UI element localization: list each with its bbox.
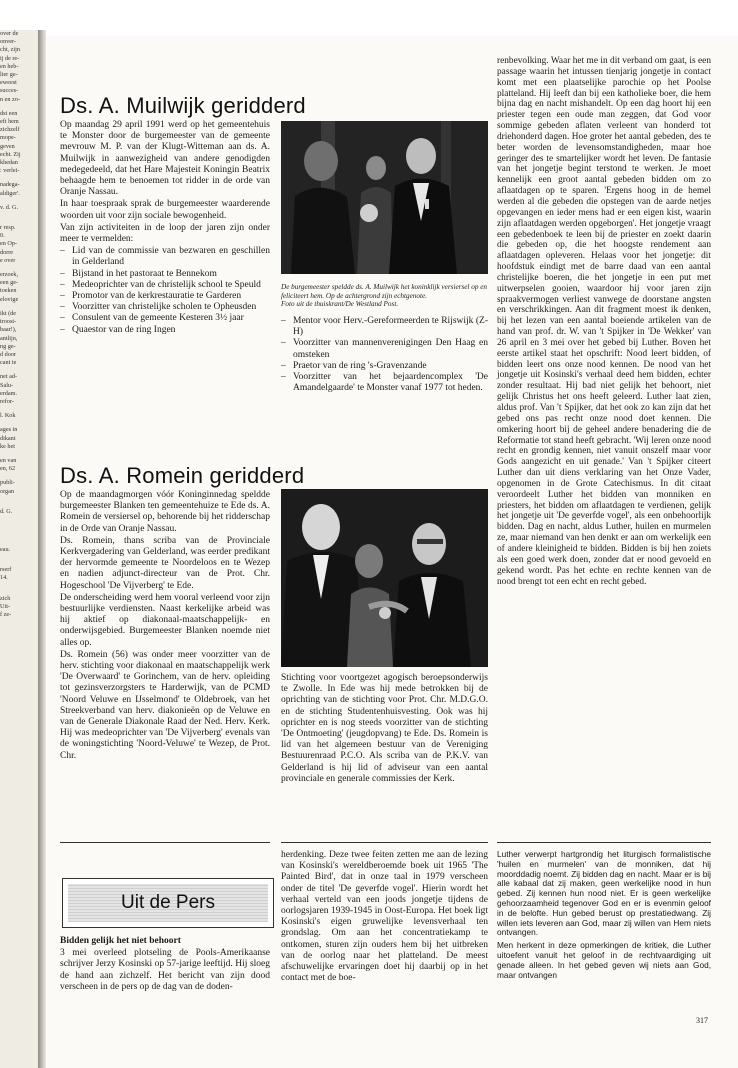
previous-page-fragment: nadega- [0,181,20,189]
previous-page-fragment: toeken [0,287,17,295]
previous-page-fragment: v. d. G. [0,203,18,211]
previous-page-fragment: aldiger'. [0,189,20,197]
article-2-paragraph-5: Stichting voor voortgezet agogisch beroepsonderwijs te Zwolle. In Ede was hij mede betrokken bij de oprichting van de stichting voor Prot. Chr. M.D.G.O. en de stichting Studentenhuisvesting. Ook was hij oprichter en is nog steeds voorzitter van de stichting 'De Ontmoeting' (jeugdopvang) te Ede. Ds. Romein is lid van het algemeen bestuur van de Vereniging Bestuurenraad P.C.O. Als scriba van de P.K.V. van Gelderland is hij lid of adviseur van een aantal provinciale en generale commissies der Kerk. [281,673,488,784]
previous-page-fragment: dorre [0,248,14,256]
list-item: – Praetor van de ring 's-Gravenzande [281,361,488,372]
previous-page-fragment: erzoek, [0,271,19,279]
previous-page-fragment: elovige [0,295,19,303]
previous-page-fragment: ikt (de [0,309,16,317]
previous-page-fragment: eft hem [0,118,19,126]
article-2-column-right [281,673,488,786]
ceremony-photo-graphic [281,489,488,667]
list-item: – Voorzitter van mannenverenigingen Den Haag en omsteken [281,338,488,360]
article-2-photo [281,489,488,667]
previous-page-fragment: organ [0,487,14,495]
divider [281,842,488,843]
article-2-headline: Ds. A. Romein geridderd [60,463,305,488]
list-item: – Lid van de commissie van bezwaren en geschillen in Gelderland [60,246,270,268]
pers-paragraph-2: herdenking. Deze twee feiten zetten me aan de lezing van Kosinski's wereldberoemde boek uit 1965 'The Painted Bird', dat in onze taal in 1979 verscheen onder de titel 'De geverfde vogel'. Hierin wordt het verhaal verteld van een joods jongetje tijdens de oorlogsjaren 1939-1945 in Oost-Europa. Het boek ligt Kosinski's eigen gruwelijke levensverhaal ten grondslag. Om aan het concentratiekamp te ontkomen, sturen zijn ouders hem bij het uitbreken van de oorlog naar het platteland. De meest afschuwelijke ervaringen doet hij daarbij op in het contact met de boe- [281,850,488,984]
article-2-paragraph-1: Op de maandagmorgen vóór Koninginnedag speldde burgemeester Blanken ten gemeentehuize te Ede ds. A. Romein de versiersel op, behorende bij het ridderschap in de Orde van Oranje Nassau. [60,490,270,534]
previous-page-fragment: f ze- [0,610,12,618]
previous-page-fragment: ng ge- [0,342,16,350]
previous-page-fragment: ij de re- [0,54,20,62]
previous-page-fragment: rserf [0,566,12,574]
previous-page-fragment: zich [0,594,11,602]
page-gutter [38,30,46,1068]
previous-page-fragment: n en zo- [0,95,20,103]
previous-page-fragment: en, 62 [0,465,16,473]
pers-column-left [60,936,270,994]
previous-page-fragment: lier ge- [0,71,18,79]
previous-page-fragment: 14. [0,574,8,582]
previous-page-fragment: troost- [0,318,17,326]
previous-page-fragment: d. G. [0,507,13,515]
article-2-column-left [60,490,270,763]
previous-page-fragment: : verlei- [0,167,20,175]
previous-page-fragment: antlijn, [0,334,18,342]
divider [60,842,270,843]
list-item: – Promotor van de kerkrestauratie te Garderen [60,291,270,302]
previous-page-fragment: echt. Zij [0,150,21,158]
list-item: – Medeoprichter van de christelijk school te Speuld [60,280,270,291]
article-1-caption-text: De burgemeester speldde ds. A. Muilwijk het koninklijk versiersel op en feliciteert hem. Op de achtergrond zijn echtgenote. [281,283,487,300]
previous-page-fragment: net ad- [0,373,18,381]
previous-page-fragment: refor- [0,397,14,405]
ceremony-photo-graphic [281,121,488,274]
previous-page-fragment: r resp. [0,224,16,232]
uit-de-pers-box [62,878,274,928]
article-1-paragraph-2: In haar toespraak sprak de burgemeester waarderende woorden uit voor zijn sociale bewogenheid. [60,199,270,221]
uit-de-pers-box-inner [68,884,268,922]
previous-page-fragment: ke het [0,442,15,450]
previous-page-fragment: khedan [0,159,18,167]
article-1-caption [281,283,488,309]
previous-page-fragment: d door [0,350,16,358]
previous-page-fragment: l. Kok [0,412,16,420]
previous-page-fragment: cant te [0,359,17,367]
previous-page-fragment: en heb- [0,62,19,70]
divider [497,842,711,843]
article-1-list-right [281,316,488,394]
article-1-paragraph-1: Op maandag 29 april 1991 werd op het gemeentehuis te Monster door de burgemeester van de gemeente mevrouw M. P. van der Klugt-Witteman aan ds. A. Muilwijk in aanwezigheid van andere genodigden medegedeeld, dat het Hare Majesteit Koningin Beatrix behaagde hem te benoemen tot ridder in de orde van Oranje Nassau. [60,120,270,198]
previous-page-fragment: ages in [0,426,18,434]
previous-page-fragment: erdam. [0,389,18,397]
previous-page-fragment: geven [0,142,15,150]
previous-page-fragment: een ge- [0,279,19,287]
article-1-photo-credit: Foto uit de thuiskrant/De Westland Post. [281,300,399,309]
article-1-column-right [281,316,488,394]
previous-page-fragment: en Op- [0,240,18,248]
previous-page-fragment: zichzelf [0,126,20,134]
previous-page-fragment: e over [0,256,16,264]
previous-page-fragment: dst een [0,109,18,117]
page-number: 317 [696,1016,708,1025]
previous-page-fragment: eweest [0,79,17,87]
pers-subhead: Bidden gelijk het niet behoort [60,936,181,946]
list-item: – Quaestor van de ring Ingen [60,325,270,336]
pers-note-paragraph-1: Luther verwerpt hartgrondig het liturgisch formalistische 'huilen en murmelen' van de monniken, dat hij moorddadig noemt. Zij bidden dag en nacht. Maar er is bij alle kabaal dat zij maken, geen werkelijke nood in hun gebed. Zij kennen hun nood niet. Er is geen werkelijke gehoorzaamheid tegenover God en er is evenmin geloof in de belofte. Hun gebed berust op prestatiedwang. Zij willen iets leveren aan God, maar zij willen van Hem niets ontvangen. [497,849,711,938]
previous-page-fragment: dikant [0,434,16,442]
pers-column-right [497,56,711,588]
previous-page-fragment: cht, zijn [0,46,20,54]
previous-page-fragment: eau. [0,545,11,553]
previous-page-fragment: 0. [0,232,5,240]
pers-paragraph-right: renbevolking. Waar het me in dit verband om gaat, is een passage waarin het intussen tienjarig jongetje in contact komt met een plaatselijke parochie op het Poolse platteland. Hij leeft dan bij een katholieke boer, die hem bijna dag en nacht mishandelt. Op een dag hoort hij een priester tegen een oude man zeggen, dat God voor sommige gebeden aflaten verleent van honderd tot driehonderd dagen. Hoe groter het aantal gebeden, des te beter worden de levensomstandigheden, maar hoe geringer des te smartelijker wordt het leven. De fantasie van het jongetje begint terstond te werken. Je moet kennelijk een groot aantal gebeden bidden om zo aflaatdagen op te sparen. 'Ergens hoog in de hemel werden al die gebeden die opstegen van de aarde netjes opgevangen en ieder mens had er een eigen kist, waarin zijn aflaatdagen werden opgeborgen'. Het jongetje vraagt een gebedenboek te leen bij de priester en zoekt daarin die gebeden op, die het hoogste rendement aan aflaatdagen opleveren. Helaas voor het jongetje: dit hoofdstuk eindigt met de barre daad van een aantal christelijke boeren, die het jongetje in een put met uitwerpselen gooien, waardoor hij voor jaren zijn spraakvermogen verliest vanwege de doorstane angsten en verschrikkingen. Aan dit fragment moest ik denken, bij het lezen van een aantal boeiende artikelen van de hand van prof. dr. W. van 't Spijker in 'De Wekker' van 26 april en 3 mei over het gebed bij Luther. Boven het eerste artikel staat het opschrift: Nood leert bidden, of bidden leert ons onze nood kennen. De nood van het jongetje uit Kosinski's verhaal deed hem bidden, echter zonder resultaat. Hij bad niet gelijk het behoort, niet gelijk Christus het ons heeft geleerd. Luther laat zien, aldus prof. Van 't Spijker, dat het ook zo kan zijn dat het gebed ons pas recht onze nood doet kennen. Die omkering hoort bij de geheel andere benadering die de Reformatie tot stand heeft gebracht. 'Wij leren onze nood recht en grondig kennen, niet vanuit onszelf maar voor Gods aangezicht en uit genade.' Van 't Spijker citeert Luther dan uit diens verklaring van het Onze Vader, opgenomen in de Grote Catechismus. In dit citaat veroordeelt Luther het bidden van monniken en priesters, het bidden om aflaatdagen te verdienen, gelijk het jongetje uit 'De geverfde vogel', als een onbehoorlijk bidden. Dag en nacht, aldus Luther, huilen en murmelen ze, maar niemand van hen denkt er aan om werkelijk een of andere kleinigheid te bidden. Bidden is bij hen zoiets als een goed werk doen, zonder dat er nood gevoeld en gekend wordt. Pas het echte en rechte kennen van de nood brengt tot een echt en recht gebed. [497,56,711,587]
previous-page-fragment: Salu- [0,381,14,389]
list-item: – Voorzitter van christelijke scholen te Opheusden [60,302,270,313]
previous-page-strip [0,30,38,1068]
pers-note [497,850,711,980]
previous-page-fragment: baar!), [0,326,17,334]
article-1-headline: Ds. A. Muilwijk geridderd [60,93,306,118]
previous-page-fragment: onver- [0,38,17,46]
previous-page-fragment: Uit- [0,602,10,610]
pers-column-middle [281,850,488,985]
list-item: – Mentor voor Herv.-Gereformeerden te Rijswijk (Z-H) [281,316,488,338]
uit-de-pers-title: Uit de Pers [121,892,215,913]
list-item: – Bijstand in het pastoraat te Bennekom [60,269,270,280]
previous-page-fragment: over de [0,30,19,37]
previous-page-fragment: succes- [0,87,19,95]
article-1-list-left [60,246,270,336]
pers-paragraph-1: 3 mei overleed plotseling de Pools-Amerikaanse schrijver Jerzy Kosinski op 57-jarige leeftijd. Hij sloeg de hand aan zichzelf. Het bericht van zijn dood verscheen in de pers op de dag van de doden- [60,948,270,992]
article-1-paragraph-3: Van zijn activiteiten in de loop der jaren zijn onder meer te vermelden: [60,222,270,245]
article-1-photo [281,121,488,274]
list-item: – Consulent van de gemeente Kesteren 3½ jaar [60,313,270,324]
article-2-paragraph-2: Ds. Romein, thans scriba van de Provinciale Kerkvergadering van Gelderland, was eerder predikant der hervormde gemeente te Noordeloos en te Wezep en nadien adjunct-directeur van de Prot. Chr. Hogeschool 'De Vijverberg' te Ede. [60,535,270,591]
pers-note-paragraph-2: Men herkent in deze opmerkingen de kritiek, die Luther uitoefent vanuit het geloof in de rechtvaardiging uit genade alleen. In het gebed geven wij niets aan God, maar ontvangen [497,940,711,980]
list-item: – Voorzitter van het bejaardencomplex 'De Amandelgaarde' te Monster vanaf 1977 tot heden. [281,372,488,394]
article-2-paragraph-3: De onderscheiding werd hem vooral verleend voor zijn bestuurlijke verdiensten. Naast kerkelijke arbeid was hij aktief op diakonaal-maatschappelijk- en onderwijsgebied. Burgemeester Blanken noemde niet alles op. [60,592,270,648]
article-2-paragraph-4: Ds. Romein (56) was onder meer voorzitter van de herv. stichting voor diakonaal en maatschappelijk werk 'De Overwaard' te Gorinchem, van de herv. opleiding tot gezinsverzorgsters te Harderwijk, van de PCMD 'Noord Veluwe en IJsselmond' te Oldebroek, van het Streekverband van herv. diakonieën op de Veluwe en van de Generale Diakonale Raad der Ned. Herv. Kerk. Hij was medeoprichter van 'De Vijverberg' evenals van de woningstichting 'Noord-Veluwe' te Wezep, de Prot. Chr. [60,649,270,761]
article-1-column-left [60,120,270,336]
previous-page-fragment: publi- [0,479,15,487]
previous-page-fragment: en van [0,456,17,464]
previous-page-fragment: mope- [0,134,16,142]
